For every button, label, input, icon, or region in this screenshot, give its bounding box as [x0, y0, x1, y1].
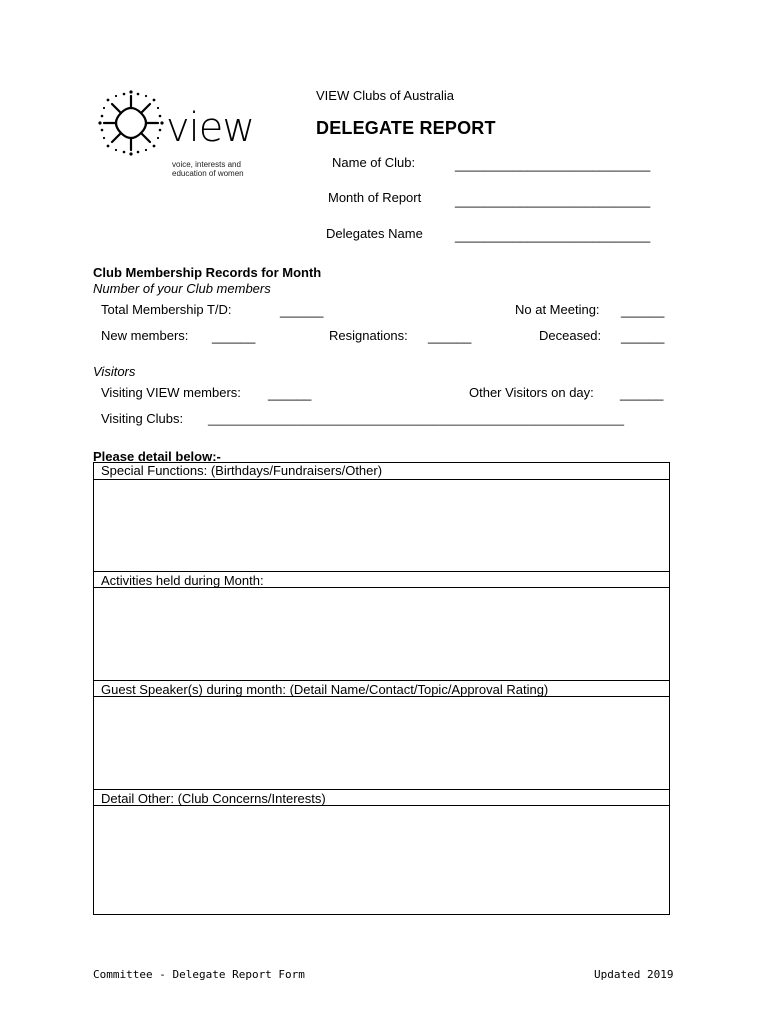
activities-label: Activities held during Month:	[101, 573, 264, 588]
detail-other-label: Detail Other: (Club Concerns/Interests)	[101, 791, 326, 806]
membership-subheading: Number of your Club members	[93, 281, 271, 296]
guest-speaker-area[interactable]	[94, 697, 669, 789]
club-name-label: Name of Club:	[332, 155, 416, 170]
sun-icon	[96, 88, 166, 158]
meeting-label: No at Meeting:	[515, 302, 600, 317]
resignations-field[interactable]: ______	[428, 329, 472, 344]
activities-area[interactable]	[94, 588, 669, 680]
special-functions-label: Special Functions: (Birthdays/Fundraisers/Other)	[101, 463, 383, 478]
details-heading: Please detail below:-	[93, 449, 221, 464]
deceased-label: Deceased:	[539, 328, 602, 343]
view-logo	[96, 88, 262, 184]
footer-form-name: Committee - Delegate Report Form	[93, 968, 305, 981]
special-functions-area[interactable]	[94, 480, 669, 571]
club-name-field[interactable]: ___________________________	[455, 157, 651, 172]
meeting-field[interactable]: ______	[621, 303, 665, 318]
visiting-view-field[interactable]: ______	[268, 386, 312, 401]
logo-tagline-1: voice, interests and	[172, 160, 241, 169]
resignations-label: Resignations:	[329, 328, 408, 343]
divider	[93, 571, 670, 572]
guest-speaker-label: Guest Speaker(s) during month: (Detail Name/Contact/Topic/Approval Rating)	[101, 682, 549, 697]
month-label: Month of Report	[328, 190, 422, 205]
organization-name: VIEW Clubs of Australia	[316, 88, 454, 103]
delegate-name-label: Delegates Name	[326, 226, 423, 241]
divider	[93, 789, 670, 790]
month-field[interactable]: ___________________________	[455, 193, 651, 208]
divider	[93, 680, 670, 681]
visiting-view-label: Visiting VIEW members:	[101, 385, 241, 400]
visiting-clubs-field[interactable]: _____________________________________________________________	[208, 412, 625, 426]
visiting-clubs-label: Visiting Clubs:	[101, 411, 184, 426]
deceased-field[interactable]: ______	[621, 329, 665, 344]
total-membership-field[interactable]: ______	[280, 303, 324, 318]
page-title: DELEGATE REPORT	[316, 118, 496, 138]
logo-tagline-2: education of women	[172, 169, 244, 178]
total-membership-label: Total Membership T/D:	[101, 302, 232, 317]
membership-heading: Club Membership Records for Month	[93, 265, 322, 280]
delegate-name-field[interactable]: ___________________________	[455, 228, 651, 243]
other-visitors-field[interactable]: ______	[620, 386, 664, 401]
footer-updated: Updated 2019	[594, 968, 674, 981]
new-members-label: New members:	[101, 328, 189, 343]
detail-other-area[interactable]	[94, 806, 669, 914]
new-members-field[interactable]: ______	[212, 329, 256, 344]
other-visitors-label: Other Visitors on day:	[469, 385, 594, 400]
logo-wordmark: view	[166, 105, 255, 151]
visitors-heading: Visitors	[93, 364, 136, 379]
